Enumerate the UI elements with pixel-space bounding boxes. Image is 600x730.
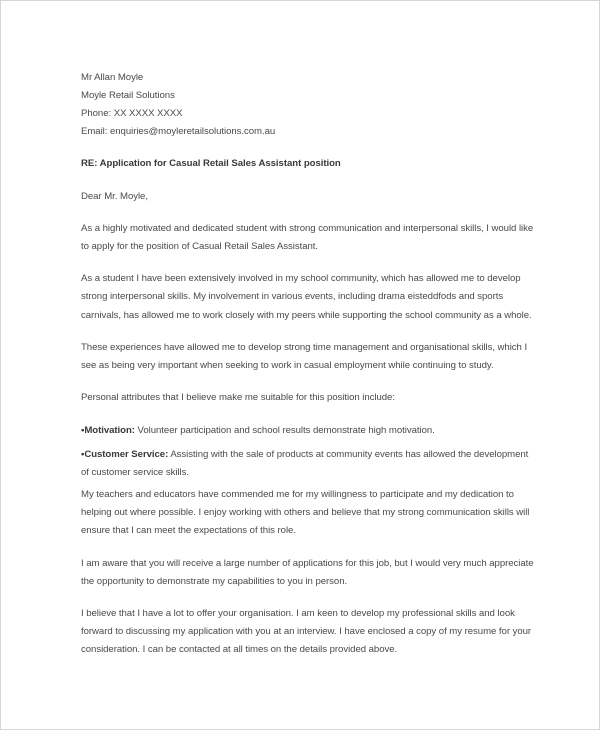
bullet-label: Customer Service: bbox=[84, 449, 169, 460]
bullet-text-continued: of customer service skills. bbox=[81, 467, 189, 478]
paragraph-line: carnivals, has allowed me to work closely with my peers while supporting the school community as a whole. bbox=[81, 310, 532, 321]
bullet-marker: • bbox=[81, 449, 85, 460]
bullet-label: Motivation: bbox=[84, 425, 135, 436]
salutation: Dear Mr. Moyle, bbox=[81, 191, 148, 202]
bullet-text: Assisting with the sale of products at community events has allowed the development bbox=[168, 449, 529, 460]
sender-name: Mr Allan Moyle bbox=[81, 72, 144, 83]
paragraph-line: see as being very important when seeking to work in casual employment while continuing to study. bbox=[81, 360, 494, 371]
paragraph-line: These experiences have allowed me to develop strong time management and organisational skills, which I bbox=[81, 342, 528, 353]
paragraph-line: As a student I have been extensively involved in my school community, which has allowed me to develop bbox=[81, 273, 521, 284]
bullet-marker: • bbox=[81, 425, 85, 436]
paragraph-line: to apply for the position of Casual Retail Sales Assistant. bbox=[81, 241, 319, 252]
paragraph-line: I believe that I have a lot to offer your organisation. I am keen to develop my professional skills and look bbox=[81, 608, 515, 619]
paragraph-line: the opportunity to demonstrate my capabilities to you in person. bbox=[81, 576, 348, 587]
bullet-customer-service bbox=[81, 449, 528, 461]
sender-phone: Phone: XX XXXX XXXX bbox=[81, 108, 183, 119]
paragraph-line: Personal attributes that I believe make me suitable for this position include: bbox=[81, 392, 395, 403]
subject-line: RE: Application for Casual Retail Sales Assistant position bbox=[81, 158, 341, 169]
paragraph-line: consideration. I can be contacted at all times on the details provided above. bbox=[81, 644, 398, 655]
paragraph-line: helping out where possible. I enjoy working with others and believe that my strong communication skills will bbox=[81, 507, 530, 518]
sender-email: Email: enquiries@moyleretailsolutions.com.au bbox=[81, 126, 276, 137]
sender-company: Moyle Retail Solutions bbox=[81, 90, 175, 101]
paragraph-line: forward to discussing my application with you at an interview. I have enclosed a copy of my resume for your bbox=[81, 626, 532, 637]
paragraph-line: My teachers and educators have commended me for my willingness to participate and my dedication to bbox=[81, 489, 514, 500]
bullet-motivation bbox=[81, 425, 435, 437]
paragraph-line: strong interpersonal skills. My involvement in various events, including drama eisteddfods and sports bbox=[81, 291, 504, 302]
paragraph-line: ensure that I can meet the expectations of this role. bbox=[81, 525, 296, 536]
bullet-text: Volunteer participation and school results demonstrate high motivation. bbox=[134, 425, 435, 436]
paragraph-line: As a highly motivated and dedicated student with strong communication and interpersonal skills, I would like bbox=[81, 223, 534, 234]
paragraph-line: I am aware that you will receive a large number of applications for this job, but I would very much appreciate bbox=[81, 558, 534, 569]
